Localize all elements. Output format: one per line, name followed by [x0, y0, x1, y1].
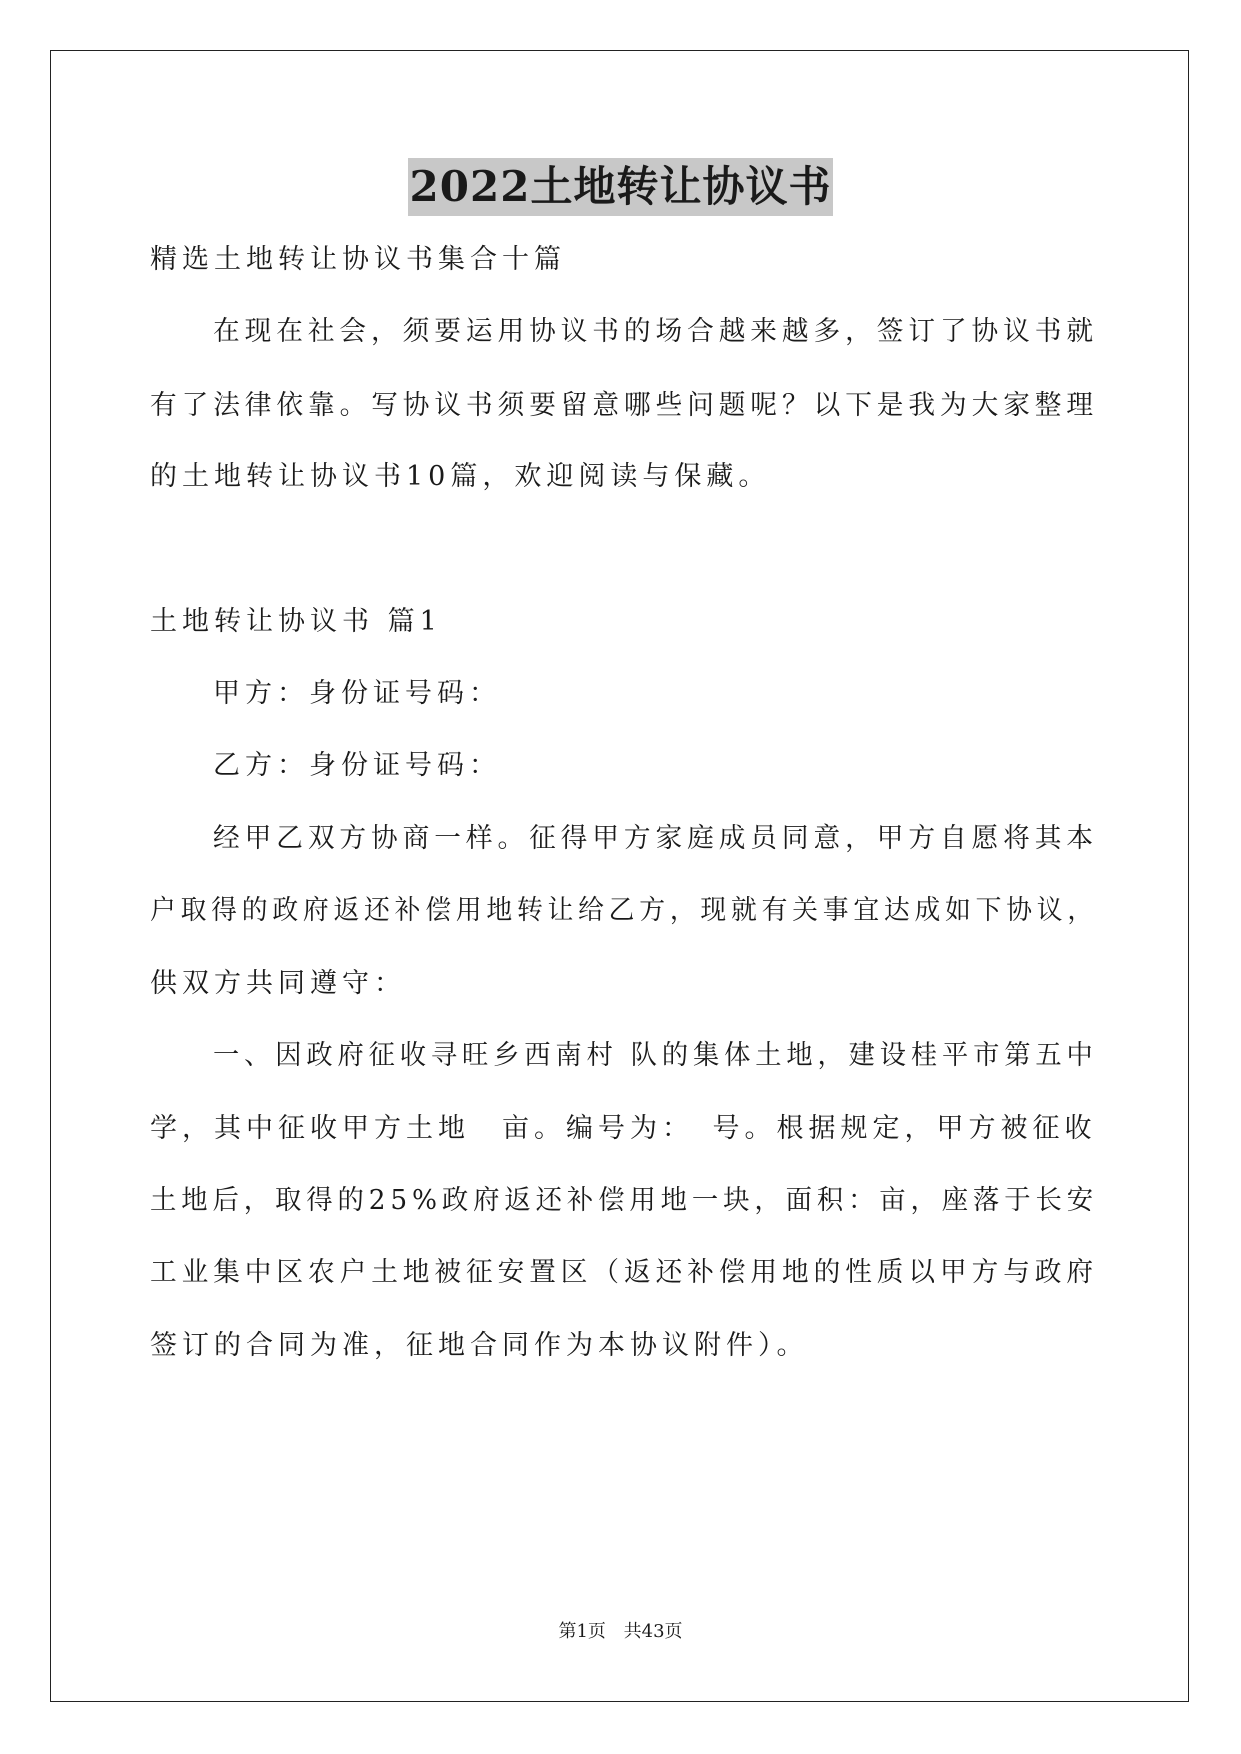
intro-line-2: 有了法律依靠。写协议书须要留意哪些问题呢？以下是我为大家整理 — [150, 390, 1098, 421]
para1-line-3: 供双方共同遵守： — [150, 968, 406, 999]
para2-line-5: 签订的合同为准，征地合同作为本协议附件）。 — [150, 1330, 809, 1361]
intro-line-1: 在现在社会，须要运用协议书的场合越来越多，签订了协议书就 — [213, 316, 1098, 347]
page-number: 第1页 — [558, 1621, 606, 1642]
para2-line-4: 工业集中区农户土地被征安置区（返还补偿用地的性质以甲方与政府 — [150, 1257, 1098, 1288]
para2-line-2: 学，其中征收甲方土地 亩。编号为： 号。根据规定，甲方被征收 — [150, 1113, 1097, 1144]
party-b-line: 乙方：身份证号码： — [213, 750, 501, 781]
document-subtitle: 精选土地转让协议书集合十篇 — [150, 244, 566, 275]
page-border — [50, 50, 1189, 1702]
title-container — [0, 158, 1241, 216]
para1-line-1: 经甲乙双方协商一样。征得甲方家庭成员同意，甲方自愿将其本 — [213, 823, 1098, 854]
para1-line-2: 户取得的政府返还补偿用地转让给乙方，现就有关事宜达成如下协议， — [150, 895, 1098, 926]
page-total: 共43页 — [623, 1621, 683, 1642]
party-a-line: 甲方：身份证号码： — [213, 678, 501, 709]
page-footer — [0, 1620, 1241, 1644]
para2-line-1: 一、因政府征收寻旺乡西南村 队的集体土地，建设桂平市第五中 — [213, 1040, 1098, 1071]
intro-line-3: 的土地转让协议书10篇，欢迎阅读与保藏。 — [150, 461, 771, 492]
document-title: 2022土地转让协议书 — [408, 158, 834, 216]
section-heading: 土地转让协议书 篇1 — [150, 606, 442, 637]
para2-line-3: 土地后，取得的25%政府返还补偿用地一块，面积：亩，座落于长安 — [150, 1185, 1099, 1216]
